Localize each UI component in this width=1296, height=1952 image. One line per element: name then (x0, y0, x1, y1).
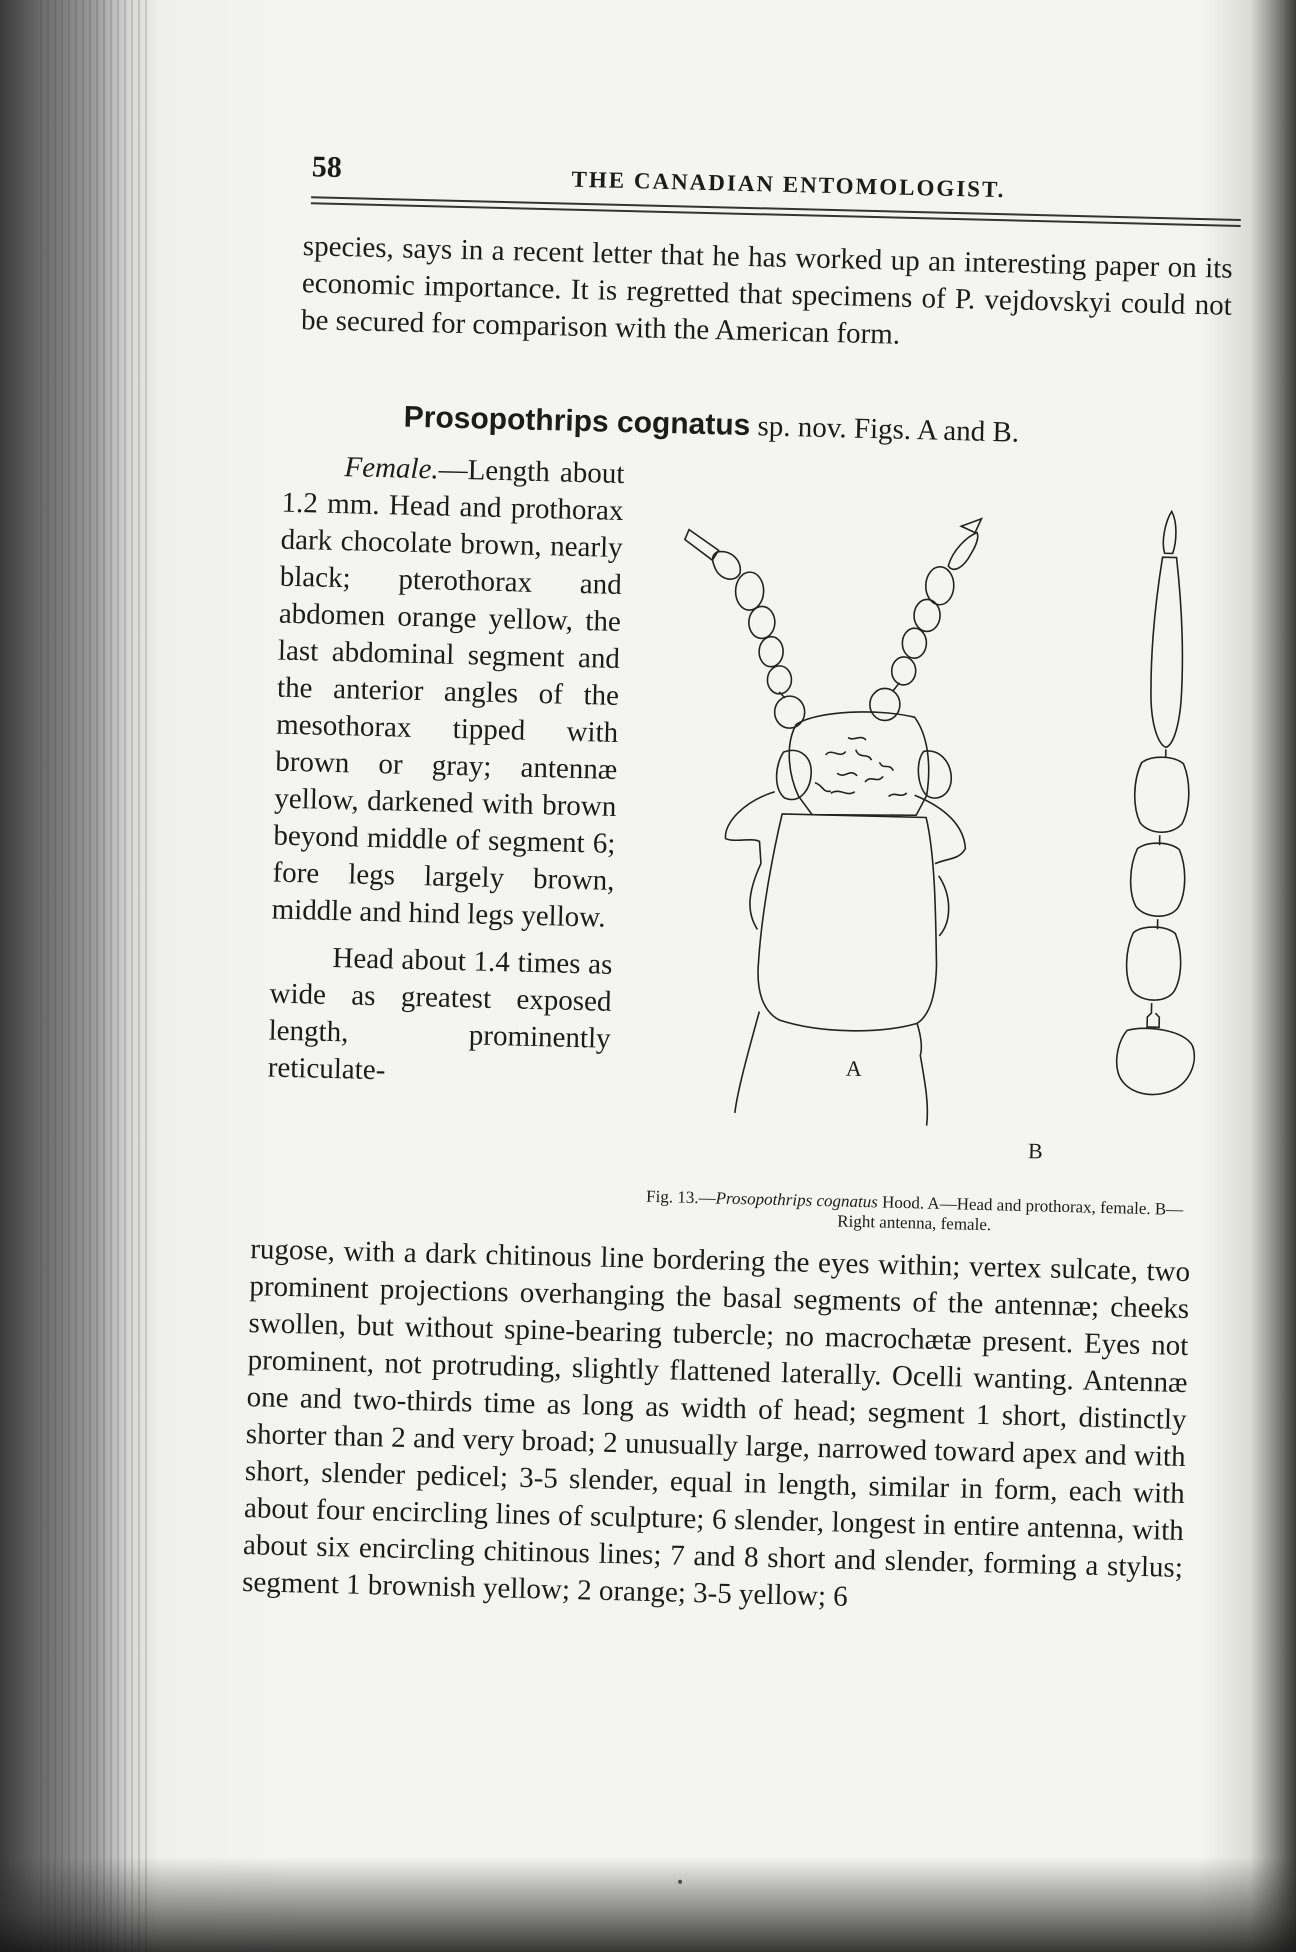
left-antenna-drawing (680, 530, 809, 729)
page-header (311, 150, 1242, 203)
description-column (267, 448, 625, 1095)
right-antenna-drawing (869, 516, 981, 723)
running-title: THE CANADIAN ENTOMOLOGIST. (571, 166, 1006, 203)
antenna-b-drawing (1116, 510, 1208, 1095)
continued-paragraph (242, 1231, 1191, 1624)
caption-species: Prosopothrips cognatus (715, 1188, 879, 1212)
intro-paragraph: species, says in a recent letter that he has worked up an interesting paper on its economic importance. It is regretted that specimens of P. vejdovskyi could not be secured for comparison with the American form. (300, 230, 1234, 351)
female-paragraph (271, 448, 625, 937)
head-drawing (776, 710, 953, 818)
figure-drawing (656, 489, 1211, 1142)
species-heading-suffix: sp. nov. Figs. A and B. (757, 410, 1020, 449)
figure-label-b: B (1027, 1138, 1044, 1164)
female-lead: Female. (344, 451, 440, 486)
species-name: Prosopothrips cognatus (403, 400, 751, 443)
head-paragraph-continued: rugose, with a dark chitinous line bordering the eyes within; vertex sulcate, two prominent projections overhanging the basal segments of the antennæ; cheeks swollen, but without spine-bearing tubercle; no macrochætæ present. Eyes not prominent, not protruding, slightly flattened laterally. Ocelli wanting. Antennæ one and two-thirds time as long as width of head; segment 1 short, distinctly shorter than 2 and very broad; 2 unusually large, narrowed toward apex and with short, slender pedicel; 3-5 slender, equal in length, similar in form, each with about four encircling lines of sculpture; 6 slender, longest in entire antenna, with about six encircling chitinous lines; 7 and 8 short and slender, forming a stylus; segment 1 brownish yellow; 2 orange; 3-5 yellow; 6 (241, 1233, 1191, 1613)
figure-label-a: A (845, 1055, 863, 1081)
head-paragraph-start: Head about 1.4 times as wide as greatest exposed length, prominently reticulate- (267, 942, 613, 1087)
female-text: —Length about 1.2 mm. Head and prothorax dark chocolate brown, nearly black; pterothorax and abdomen orange yellow, the last abdominal segment and the anterior angles of the mesothorax tipped with brown or gray; antennæ yellow, darkened with brown beyond middle of segment 6; fore legs largely brown, middle and hind legs yellow. (271, 453, 625, 934)
caption-prefix: Fig. 13.— (645, 1186, 716, 1208)
figure-caption (629, 1186, 1200, 1240)
caption-text: Hood. A—Head and prothorax, female. B—Right antenna, female. (837, 1192, 1184, 1235)
header-rule (311, 196, 1241, 221)
prothorax-drawing (719, 791, 967, 1127)
page-bottom-shadow (0, 1857, 1296, 1952)
species-heading (403, 401, 1019, 450)
page-number: 58 (311, 150, 343, 185)
figure-13 (656, 489, 1211, 1164)
